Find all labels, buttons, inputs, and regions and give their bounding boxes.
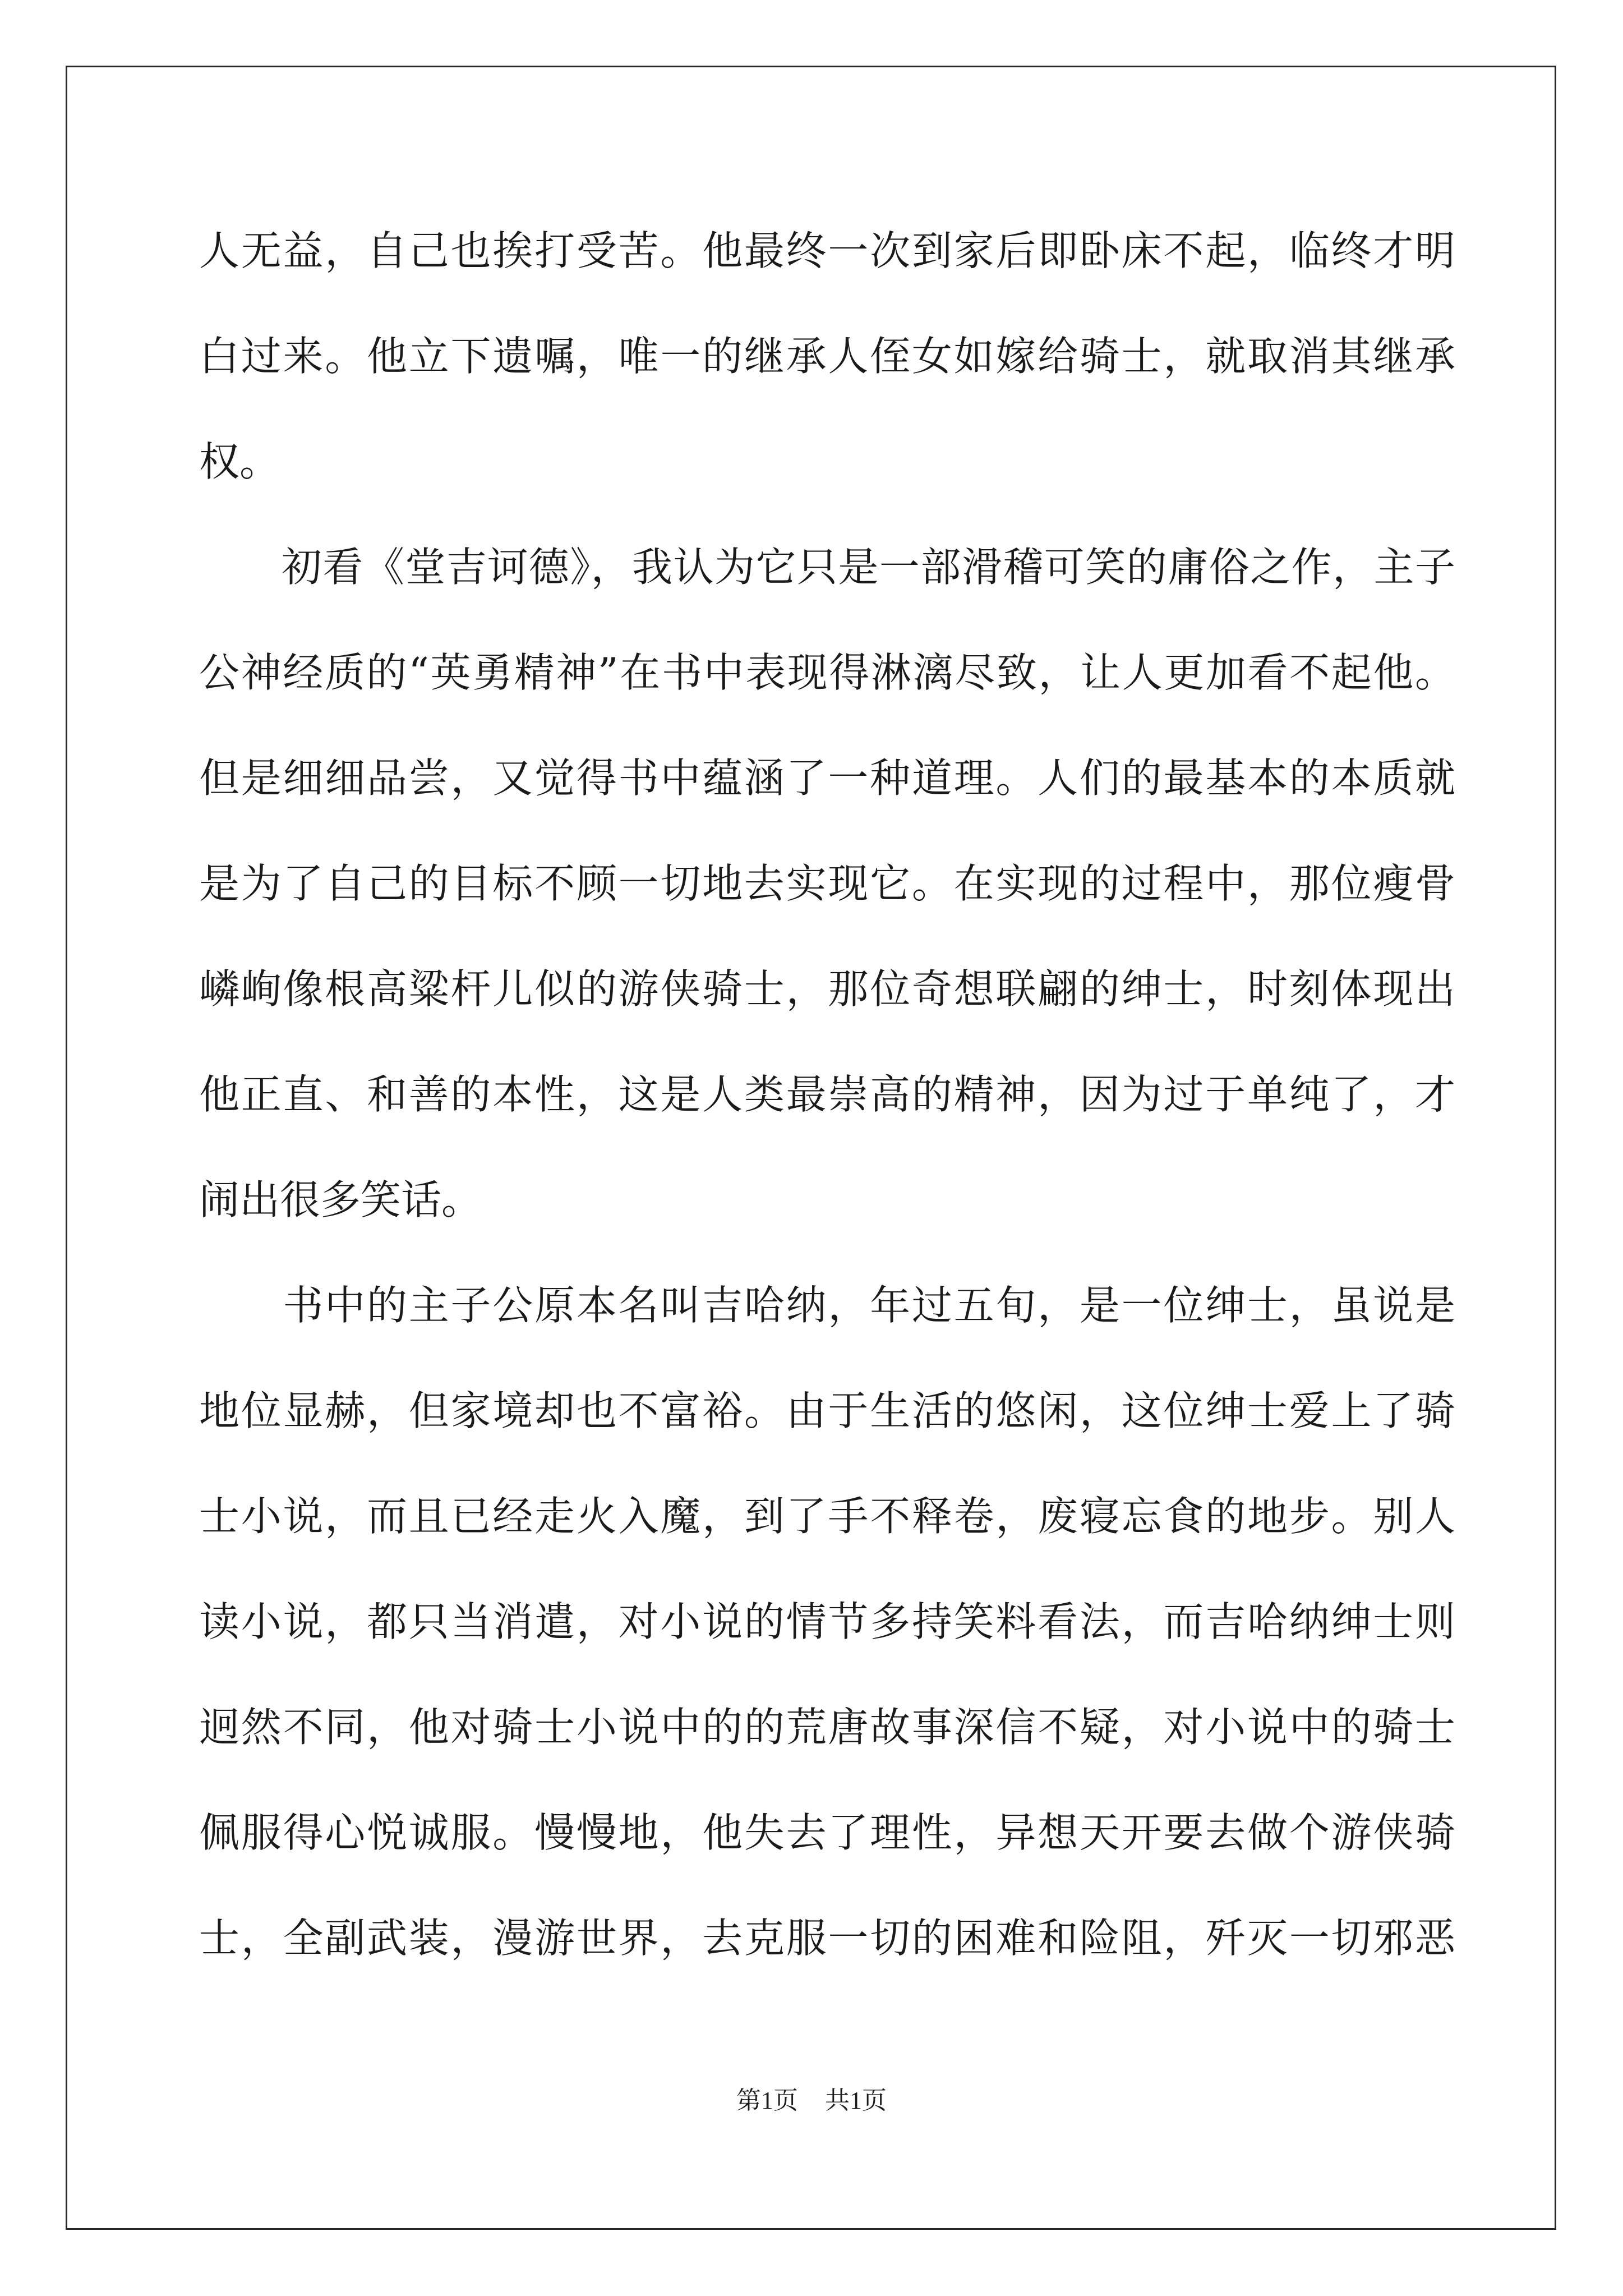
text-line: 但是细细品尝，又觉得书中蕴涵了一种道理。人们的最基本的本质就	[199, 754, 1455, 802]
text-line: 书中的主子公原本名叫吉哈纳，年过五旬，是一位绅士，虽说是	[199, 1282, 1455, 1329]
text-line: 迥然不同，他对骑士小说中的的荒唐故事深信不疑，对小说中的骑士	[199, 1704, 1455, 1751]
text-line: 人无益，自己也挨打受苦。他最终一次到家后即卧床不起，临终才明	[199, 227, 1455, 274]
text-line: 白过来。他立下遗嘱，唯一的继承人侄女如嫁给骑士，就取消其继承	[199, 333, 1455, 380]
text-line: 公神经质的“英勇精神”在书中表现得淋漓尽致，让人更加看不起他。	[199, 649, 1455, 696]
page-number: 第1页	[736, 2087, 798, 2114]
text-line: 地位显赫，但家境却也不富裕。由于生活的悠闲，这位绅士爱上了骑	[199, 1387, 1455, 1434]
text-line: 是为了自己的目标不顾一切地去实现它。在实现的过程中，那位瘦骨	[199, 860, 1455, 907]
page-total: 共1页	[825, 2087, 887, 2114]
text-line: 士，全副武装，漫游世界，去克服一切的困难和险阻，歼灭一切邪恶	[199, 1915, 1455, 1962]
text-line: 嶙峋像根高粱杆儿似的游侠骑士，那位奇想联翩的绅士，时刻体现出	[199, 965, 1455, 1013]
text-line: 权。	[199, 438, 280, 485]
page-footer	[0, 2084, 1623, 2118]
text-line: 他正直、和善的本性，这是人类最崇高的精神，因为过于单纯了，才	[199, 1071, 1455, 1118]
text-line: 读小说，都只当消遣，对小说的情节多持笑料看法，而吉哈纳绅士则	[199, 1598, 1455, 1645]
text-line: 士小说，而且已经走火入魔，到了手不释卷，废寝忘食的地步。别人	[199, 1493, 1455, 1540]
page-border	[66, 66, 1556, 2230]
text-line: 初看《堂吉诃德》，我认为它只是一部滑稽可笑的庸俗之作，主子	[199, 544, 1455, 591]
text-line: 佩服得心悦诚服。慢慢地，他失去了理性，异想天开要去做个游侠骑	[199, 1809, 1455, 1856]
text-line: 闹出很多笑话。	[199, 1176, 482, 1223]
